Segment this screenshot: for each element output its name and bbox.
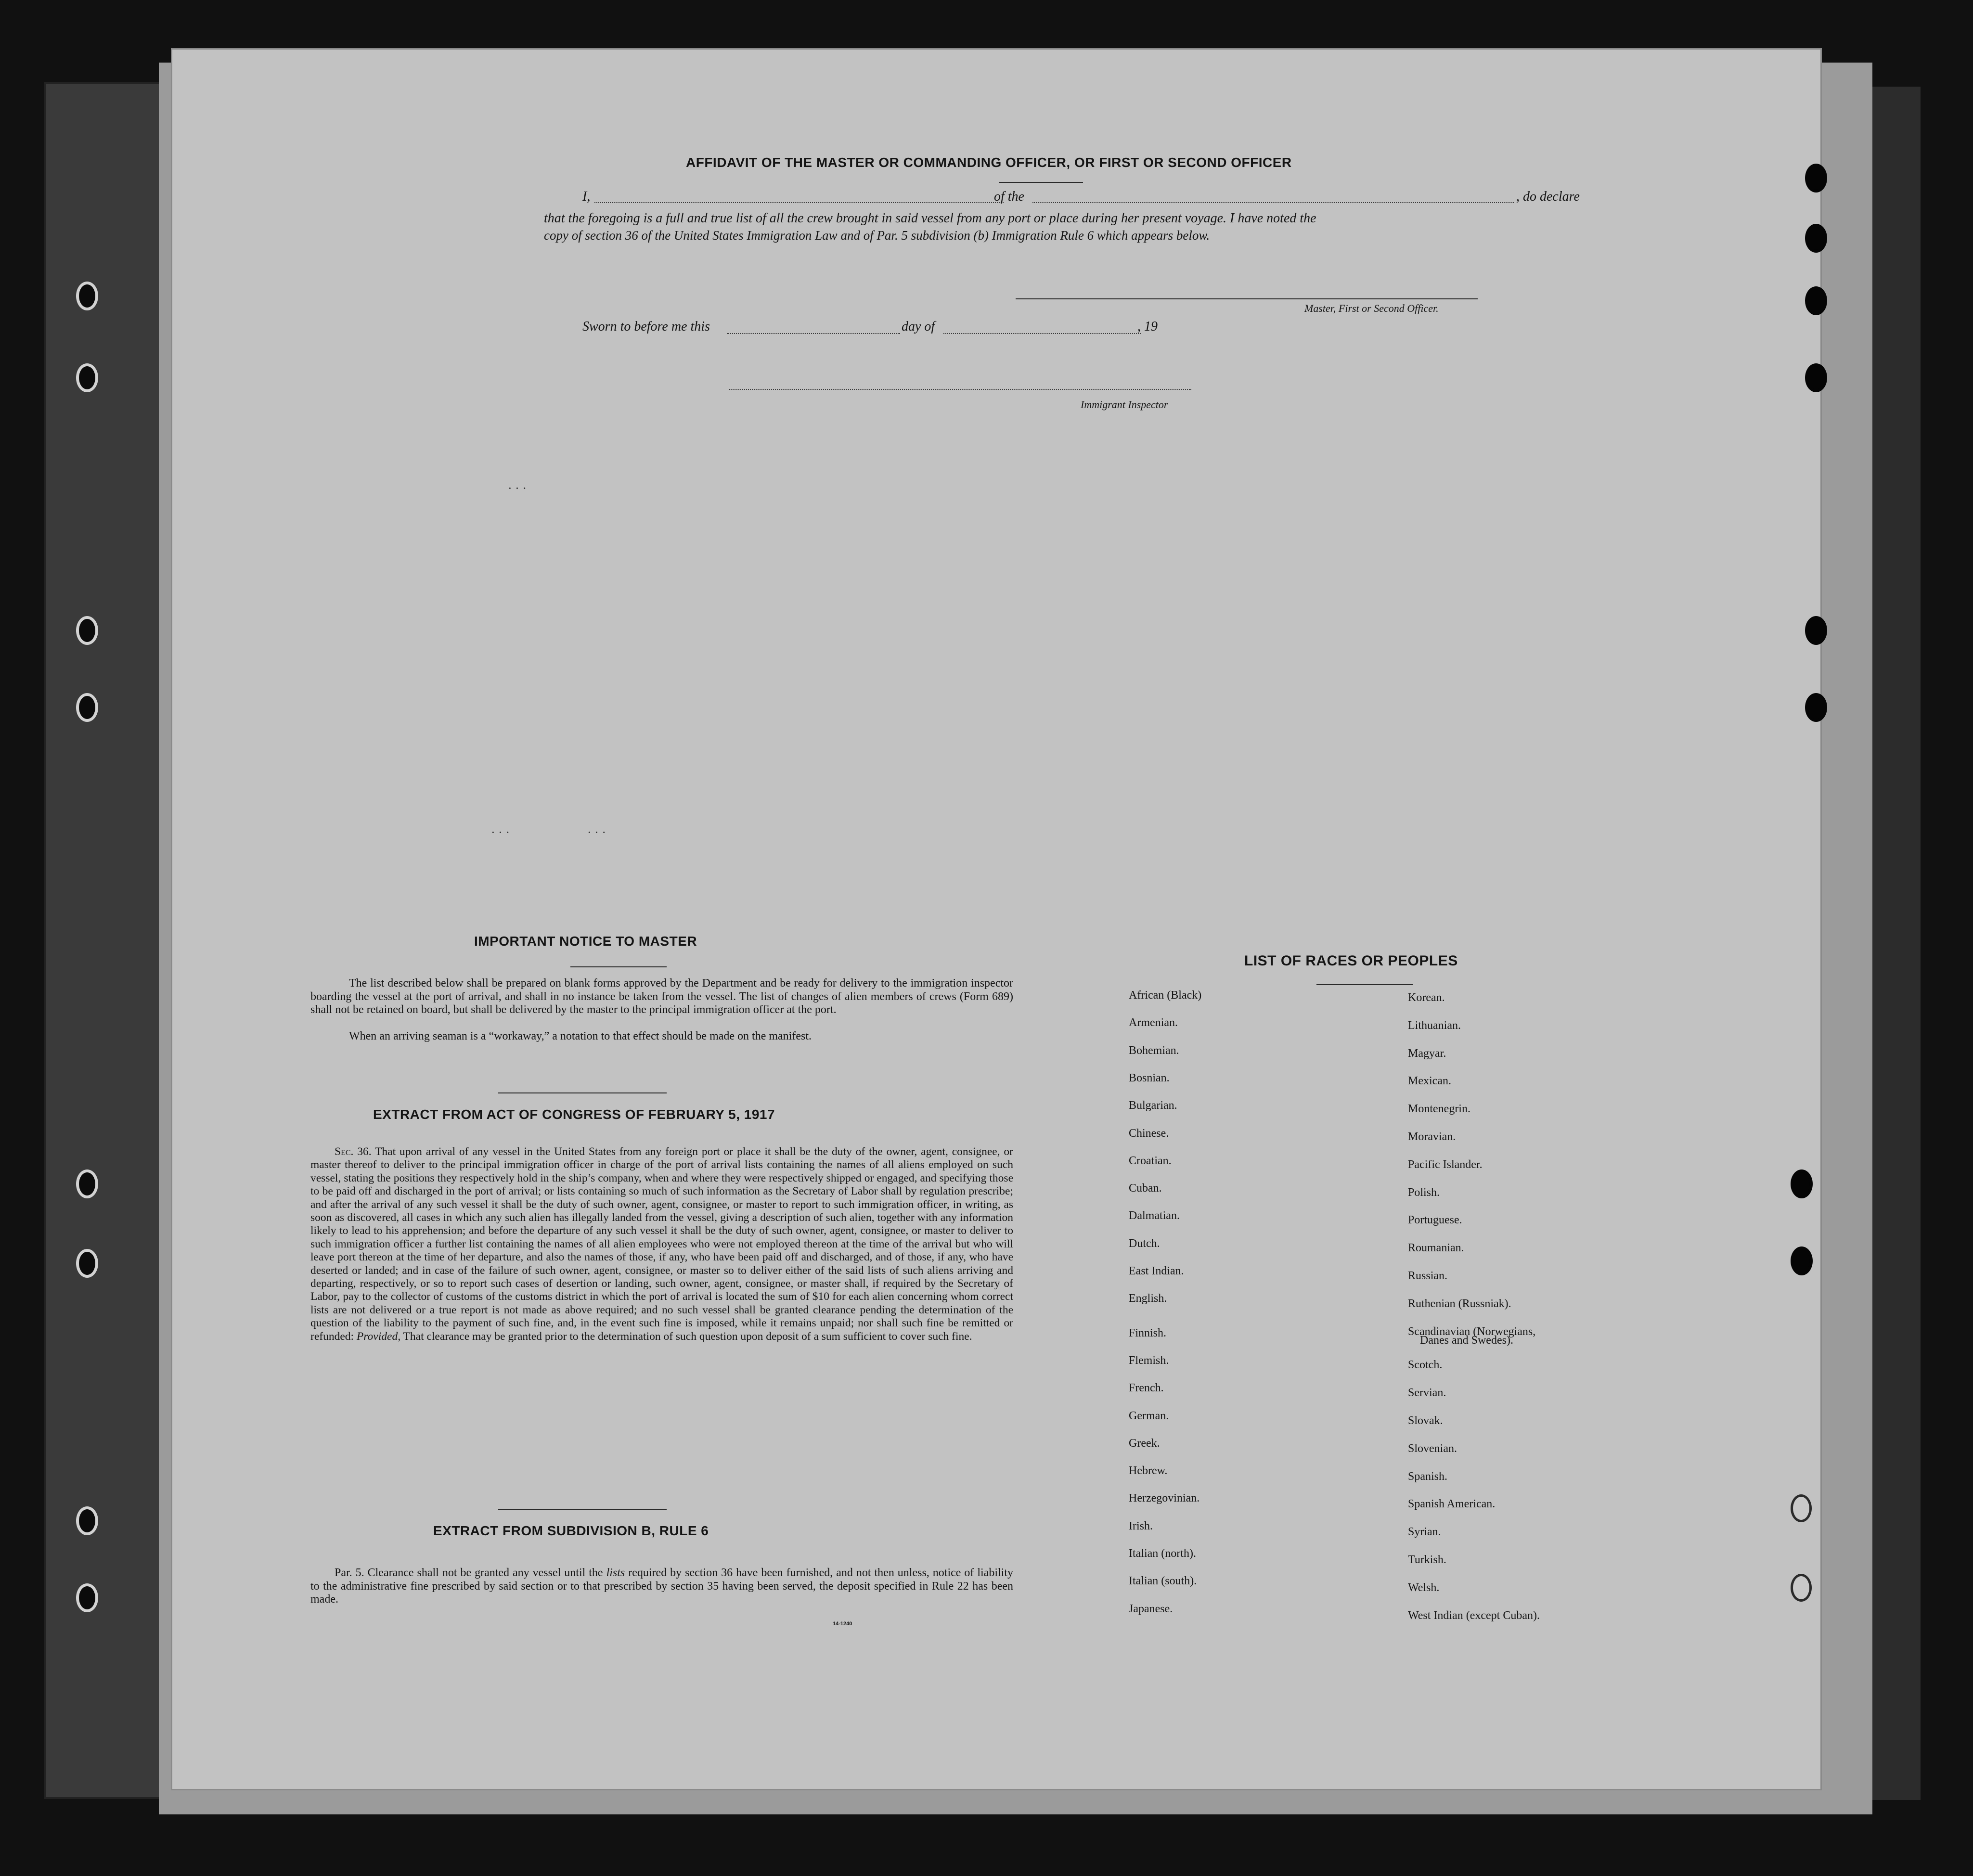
binder-hole bbox=[1805, 693, 1827, 722]
binder-hole bbox=[76, 363, 98, 392]
rule-lists-word: lists bbox=[606, 1567, 625, 1579]
race-item: Irish. bbox=[1129, 1519, 1153, 1532]
race-item: French. bbox=[1129, 1382, 1164, 1395]
race-item: Pacific Islander. bbox=[1408, 1158, 1483, 1171]
race-item: Spanish. bbox=[1408, 1470, 1448, 1483]
race-item: Bosnian. bbox=[1129, 1071, 1170, 1084]
section-divider-2 bbox=[498, 1509, 667, 1510]
races-title-rule bbox=[1316, 984, 1413, 985]
inspector-signature-line[interactable] bbox=[729, 389, 1191, 390]
race-item: Dutch. bbox=[1129, 1237, 1160, 1250]
act-extract-title: EXTRACT FROM ACT OF CONGRESS OF FEBRUARY 5, 1917 bbox=[373, 1107, 775, 1122]
binder-hole bbox=[1791, 1494, 1812, 1522]
race-item: Portuguese. bbox=[1408, 1214, 1462, 1227]
race-item: Italian (south). bbox=[1129, 1575, 1197, 1588]
rule-body-end: required by section 36 have been furnished, and not then unless, notice of liability to the administrative fine prescribed by said section or to that prescribed by section 35 having been served, the deposit specified in Rule 22 has been made. bbox=[310, 1567, 1014, 1606]
race-item: Bohemian. bbox=[1129, 1044, 1179, 1057]
rule-body-start: Par. 5. Clearance shall not be granted any vessel until the bbox=[335, 1567, 603, 1579]
race-item: Dalmatian. bbox=[1129, 1209, 1180, 1222]
affidavit-line-declare: , do declare bbox=[1516, 189, 1580, 204]
race-item: Chinese. bbox=[1129, 1127, 1169, 1140]
name-blank[interactable] bbox=[594, 202, 1004, 203]
race-item: Scandinavian (Norwegians, bbox=[1408, 1325, 1536, 1338]
master-signature-line[interactable] bbox=[1016, 298, 1478, 299]
binder-hole bbox=[1791, 1246, 1813, 1275]
race-item: West Indian (except Cuban). bbox=[1408, 1609, 1540, 1622]
notice-title-rule bbox=[570, 966, 667, 967]
race-item: Scotch. bbox=[1408, 1359, 1443, 1372]
races-title: LIST OF RACES OR PEOPLES bbox=[1244, 953, 1458, 969]
race-item: Greek. bbox=[1129, 1437, 1160, 1450]
scan-speck: · · · bbox=[587, 825, 606, 839]
binder-hole bbox=[76, 693, 98, 722]
binder-hole bbox=[1805, 363, 1827, 392]
sworn-year: , 19 bbox=[1137, 319, 1158, 334]
bleed-through-mark bbox=[1557, 428, 1565, 443]
race-item: Finnish. bbox=[1129, 1326, 1167, 1339]
race-item: Servian. bbox=[1408, 1387, 1446, 1400]
master-signature-label: Master, First or Second Officer. bbox=[1304, 302, 1439, 314]
affidavit-line-i: I, bbox=[582, 189, 591, 204]
affidavit-line-2: that the foregoing is a full and true list of all the crew brought in said vessel from any port or place during her present voyage. I have noted the bbox=[544, 211, 1316, 226]
race-item: Italian (north). bbox=[1129, 1547, 1196, 1560]
sec-label: Sec. 36. bbox=[335, 1145, 372, 1158]
race-item: Lithuanian. bbox=[1408, 1019, 1461, 1032]
race-item: Mexican. bbox=[1408, 1075, 1451, 1088]
race-item: Roumanian. bbox=[1408, 1242, 1464, 1255]
affidavit-line-of: of the bbox=[994, 189, 1024, 204]
notice-title: IMPORTANT NOTICE TO MASTER bbox=[474, 934, 697, 949]
provided-label: Provided, bbox=[356, 1330, 401, 1343]
scan-speck: · · · bbox=[491, 825, 510, 839]
document-sheet bbox=[171, 48, 1822, 1790]
binder-hole bbox=[1805, 224, 1827, 253]
race-item: Magyar. bbox=[1408, 1047, 1446, 1060]
race-item: Slovak. bbox=[1408, 1414, 1443, 1427]
notice-body-2: When an arriving seaman is a “workaway,” a notation to that effect should be made on the manifest. bbox=[349, 1030, 812, 1042]
race-item: Bulgarian. bbox=[1129, 1099, 1177, 1112]
act-body-text: That upon arrival of any vessel in the United States from any foreign port or place it shall be the duty of the owner, agent, consignee, or master thereof to deliver to the principal immigration officer in charge of the port of arrival lists containing the names of all aliens employed on such vessel, stating the positions they respectively hold in the ship’s company, when and where they were respectively shipped or engaged, and specifying those to be paid off and discharged in the port of arrival; or lists containing so much of such information as the Secretary of Labor shall by regulation prescribe; and after the arrival of any such vessel it shall be the duty of such owner, agent, consignee, or master to report to such immigration officer, in writing, as soon as discovered, all cases in which any such alien has illegally landed from the vessel, giving a description of such alien, together with any information likely to lead to his apprehension; and before the departure of any such vessel it shall be the duty of such owner, agent, consignee, or master to deliver to such immigration officer a further list containing the names of all alien employees who were not employed thereon at the time of the arrival but who will leave port thereon at the time of her departure, and also the names of those, if any, who have been paid off and discharged, and of those, if any, who have deserted or landed; and in case of the failure of such owner, agent, consignee, or master so to deliver either of the said lists of such aliens arriving and departing, respectively, or so to report such cases of desertion or landing, such owner, agent, consignee, or master shall, if required by the Secretary of Labor, pay to the collector of customs of the customs district in which the port of arrival is located the sum of $10 for each alien concerning whom correct lists are not delivered or a true report is not made as above required; and no such vessel shall be granted clearance pending the determination of the question of the liability to the payment of such fine, and, in the event such fine is imposed, while it remains unpaid; nor shall such fine be remitted or refunded: bbox=[310, 1145, 1013, 1343]
binder-hole bbox=[76, 1506, 98, 1535]
race-item: Spanish American. bbox=[1408, 1498, 1496, 1511]
binder-hole bbox=[76, 1249, 98, 1278]
affidavit-title: AFFIDAVIT OF THE MASTER OR COMMANDING OFFICER, OR FIRST OR SECOND OFFICER bbox=[686, 155, 1292, 170]
race-item: English. bbox=[1129, 1292, 1167, 1305]
race-item: Turkish. bbox=[1408, 1554, 1446, 1566]
binder-strip bbox=[44, 82, 168, 1799]
binder-hole bbox=[76, 282, 98, 310]
sworn-day-of: day of bbox=[902, 319, 935, 334]
race-item: German. bbox=[1129, 1409, 1169, 1422]
race-item: Croatian. bbox=[1129, 1154, 1172, 1167]
race-item: Hebrew. bbox=[1129, 1465, 1168, 1478]
binder-hole bbox=[76, 616, 98, 645]
section-divider-1 bbox=[498, 1092, 667, 1093]
rule-extract-body bbox=[310, 1567, 1013, 1606]
form-number: 14-1240 bbox=[833, 1621, 852, 1627]
binder-hole bbox=[1791, 1574, 1812, 1602]
race-item: Slovenian. bbox=[1408, 1442, 1457, 1455]
notice-body: The list described below shall be prepared on blank forms approved by the Department and be ready for delivery to the immigration inspector boarding the vessel at the port of arrival, and shall in no instance be taken from the vessel. The list of changes of alien members of crews (Form 689) shall not be retained on board, but shall be delivered by the master to the principal immigration officer at the port. bbox=[310, 977, 1013, 1016]
race-item: Japanese. bbox=[1129, 1602, 1173, 1615]
race-item: Korean. bbox=[1408, 991, 1445, 1004]
act-extract-body bbox=[310, 1145, 1013, 1343]
race-item: East Indian. bbox=[1129, 1265, 1184, 1277]
affidavit-title-rule bbox=[999, 182, 1083, 183]
act-body-end: That clearance may be granted prior to the determination of such question upon deposit of a sum sufficient to cover such fine. bbox=[403, 1330, 972, 1343]
race-scandinavian-cont: Danes and Swedes). bbox=[1420, 1334, 1513, 1347]
binder-hole bbox=[76, 1169, 98, 1198]
race-item: Cuban. bbox=[1129, 1182, 1162, 1195]
race-item: Ruthenian (Russniak). bbox=[1408, 1297, 1511, 1310]
sworn-day-blank[interactable] bbox=[727, 333, 900, 334]
race-item: African (Black) bbox=[1129, 989, 1202, 1002]
race-item: Armenian. bbox=[1129, 1016, 1178, 1029]
sworn-prefix: Sworn to before me this bbox=[582, 319, 710, 334]
binder-hole bbox=[76, 1583, 98, 1612]
sworn-month-blank[interactable] bbox=[943, 333, 1141, 334]
race-item: Syrian. bbox=[1408, 1526, 1441, 1539]
rule-extract-title: EXTRACT FROM SUBDIVISION B, RULE 6 bbox=[433, 1523, 709, 1538]
race-item: Flemish. bbox=[1129, 1354, 1169, 1367]
binder-hole bbox=[1805, 164, 1827, 193]
vessel-blank[interactable] bbox=[1032, 202, 1514, 203]
race-item: Russian. bbox=[1408, 1270, 1448, 1282]
binder-hole bbox=[1805, 616, 1827, 645]
race-item: Moravian. bbox=[1408, 1131, 1456, 1143]
binder-hole bbox=[1791, 1169, 1813, 1198]
binder-hole bbox=[1805, 286, 1827, 315]
scan-speck: · · · bbox=[508, 481, 527, 495]
inspector-label: Immigrant Inspector bbox=[1081, 398, 1168, 411]
race-item: Montenegrin. bbox=[1408, 1103, 1470, 1116]
race-item: Herzegovinian. bbox=[1129, 1492, 1200, 1505]
affidavit-line-3: copy of section 36 of the United States Immigration Law and of Par. 5 subdivision (b) Immigration Rule 6 which appears below. bbox=[544, 228, 1210, 243]
race-item: Polish. bbox=[1408, 1186, 1440, 1199]
race-item: Welsh. bbox=[1408, 1581, 1440, 1594]
